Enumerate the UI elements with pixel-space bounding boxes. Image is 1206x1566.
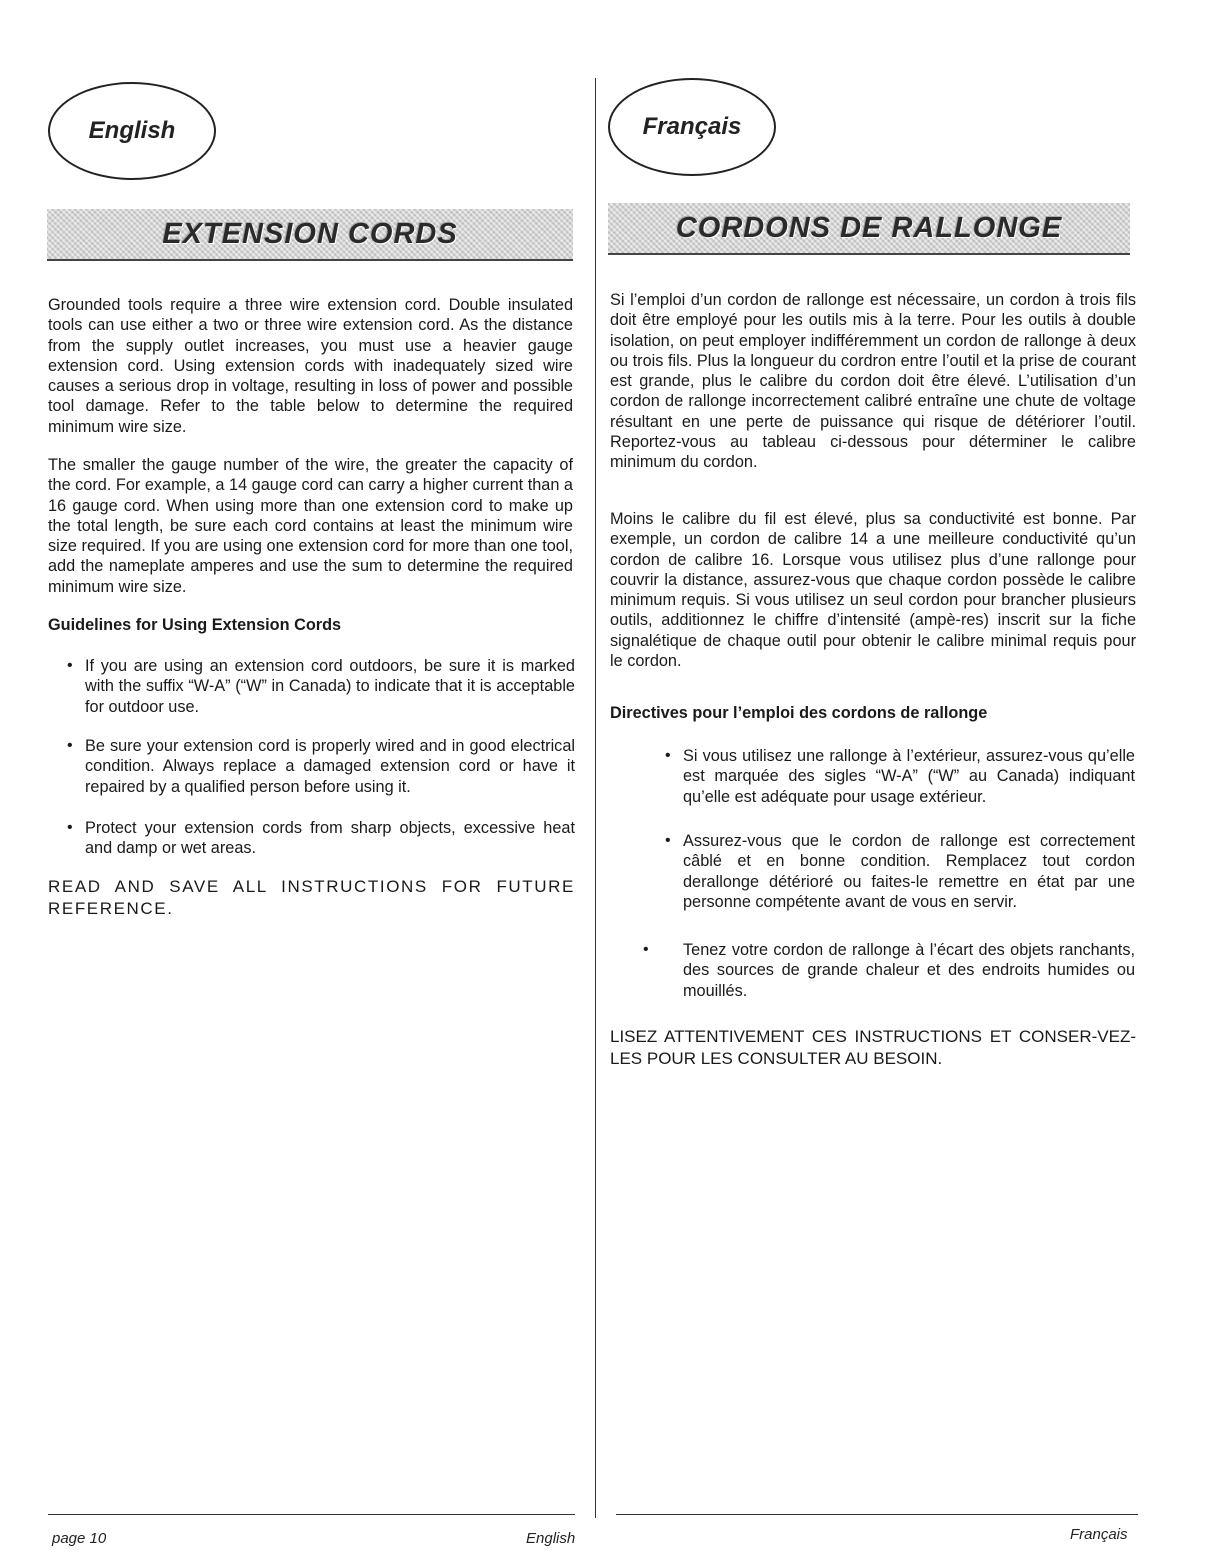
section-banner: [47, 209, 573, 261]
bullet-icon: •: [67, 819, 73, 836]
paragraph: Grounded tools require a three wire extension cord. Double insulated tools can use either a two or three wire extension cord. As the distance from the supply outlet increases, you must use a heavier gauge extension cord. Using extension cords with inadequately sized wire causes a serious drop in voltage, resulting in loss of power and possible tool damage. Refer to the table below to determine the required minimum wire size.: [48, 296, 573, 436]
paragraph: Moins le calibre du fil est élevé, plus sa conductivité est bonne. Par exemple, un cordon de calibre 14 a une meilleure conductivité qu’un cordon de calibre 16. Lorsque vous utilisez plus d’une rallonge pour couvrir la distance, assurez-vous que chaque cordon possède le calibre minimum requis. Si vous utilisez un seul cordon pour brancher plusieurs outils, additionnez le chiffre d’intensité (ampè-res) inscrit sur la fiche signalétique de chaque outil pour obtenir le calibre minimal requis pour le cordon.: [610, 510, 1136, 671]
language-badge-english: [48, 82, 216, 180]
footer-rule: [616, 1514, 1138, 1515]
section-banner: [608, 203, 1130, 255]
list-item-text: Be sure your extension cord is properly wired and in good electrical condition. Always replace a damaged extension cord or have it repaired by a qualified person before using it.: [85, 737, 575, 796]
section-title: EXTENSION CORDS: [162, 217, 458, 250]
list-item: [67, 818, 575, 859]
language-badge-french: [608, 78, 776, 176]
section-title: CORDONS DE RALLONGE: [675, 211, 1063, 244]
footer-language-french: Français: [1070, 1526, 1128, 1543]
list-item-text: Assurez-vous que le cordon de rallonge est correctement câblé et en bonne condition. Remplacez tout cordon derallonge détérioré ou faites-le remettre en état par une personne compétente avant de vous en servir.: [683, 832, 1135, 911]
footer-language-english: English: [526, 1530, 576, 1547]
closing-notice: LISEZ ATTENTIVEMENT CES INSTRUCTIONS ET CONSER-VEZ-LES POUR LES CONSULTER AU BESOIN.: [610, 1027, 1136, 1068]
list-item-text: Si vous utilisez une rallonge à l’extérieur, assurez-vous qu’elle est marquée des sigles “W-A” (“W” au Canada) indiquant qu’elle est adéquate pour usage extérieur.: [683, 747, 1135, 806]
guidelines-heading: Guidelines for Using Extension Cords: [48, 616, 342, 634]
bullet-icon: •: [67, 737, 73, 754]
paragraph: Si l’emploi d’un cordon de rallonge est nécessaire, un cordon à trois fils doit être employé pour les outils mis à la terre. Pour les outils à double isolation, on peut employer indifféremment un cordon de rallonge à deux ou trois fils. Plus la longueur du cordron entre l’outil et la prise de courant est grande, plus le calibre du cordon doit être élevé. L’utilisation d’un cordon de rallonge incorrectement calibré entraîne une chute de voltage résultant en une perte de puissance qui risque de détériorer l’outil. Reportez-vous au tableau ci-dessous pour déterminer le calibre minimum du cordon.: [610, 291, 1136, 472]
bullet-icon: •: [665, 832, 671, 849]
page-number: page 10: [52, 1530, 107, 1547]
language-label: English: [88, 117, 176, 144]
french-column: [606, 0, 1138, 1566]
list-item: [67, 656, 575, 717]
paragraph: The smaller the gauge number of the wire, the greater the capacity of the cord. For example, a 14 gauge cord can carry a higher current than a 16 gauge cord. When using more than one extension cord to make up the total length, be sure each cord contains at least the minimum wire size required. If you are using one extension cord for more than one tool, add the nameplate amperes and use the sum to determine the required minimum wire size.: [48, 456, 573, 596]
list-item-text: Protect your extension cords from sharp objects, excessive heat and damp or wet areas.: [85, 819, 575, 858]
english-column: [40, 0, 575, 1566]
list-item: [643, 940, 1135, 1001]
bullet-icon: •: [643, 941, 649, 958]
list-item-text: Tenez votre cordon de rallonge à l’écart des objets ranchants, des sources de grande chaleur et des endroits humides ou mouillés.: [683, 941, 1135, 1000]
footer-rule: [48, 1514, 575, 1515]
guidelines-heading: Directives pour l’emploi des cordons de rallonge: [610, 704, 988, 722]
list-item: [665, 831, 1135, 912]
list-item-text: If you are using an extension cord outdoors, be sure it is marked with the suffix “W-A” (“W” in Canada) to indicate that it is acceptable for outdoor use.: [85, 657, 575, 716]
column-divider: [595, 78, 596, 1518]
bullet-icon: •: [67, 657, 73, 674]
language-label: Français: [642, 113, 742, 140]
bullet-icon: •: [665, 747, 671, 764]
closing-notice: READ AND SAVE ALL INSTRUCTIONS FOR FUTURE REFERENCE.: [48, 877, 575, 918]
list-item: [665, 746, 1135, 807]
list-item: [67, 736, 575, 797]
